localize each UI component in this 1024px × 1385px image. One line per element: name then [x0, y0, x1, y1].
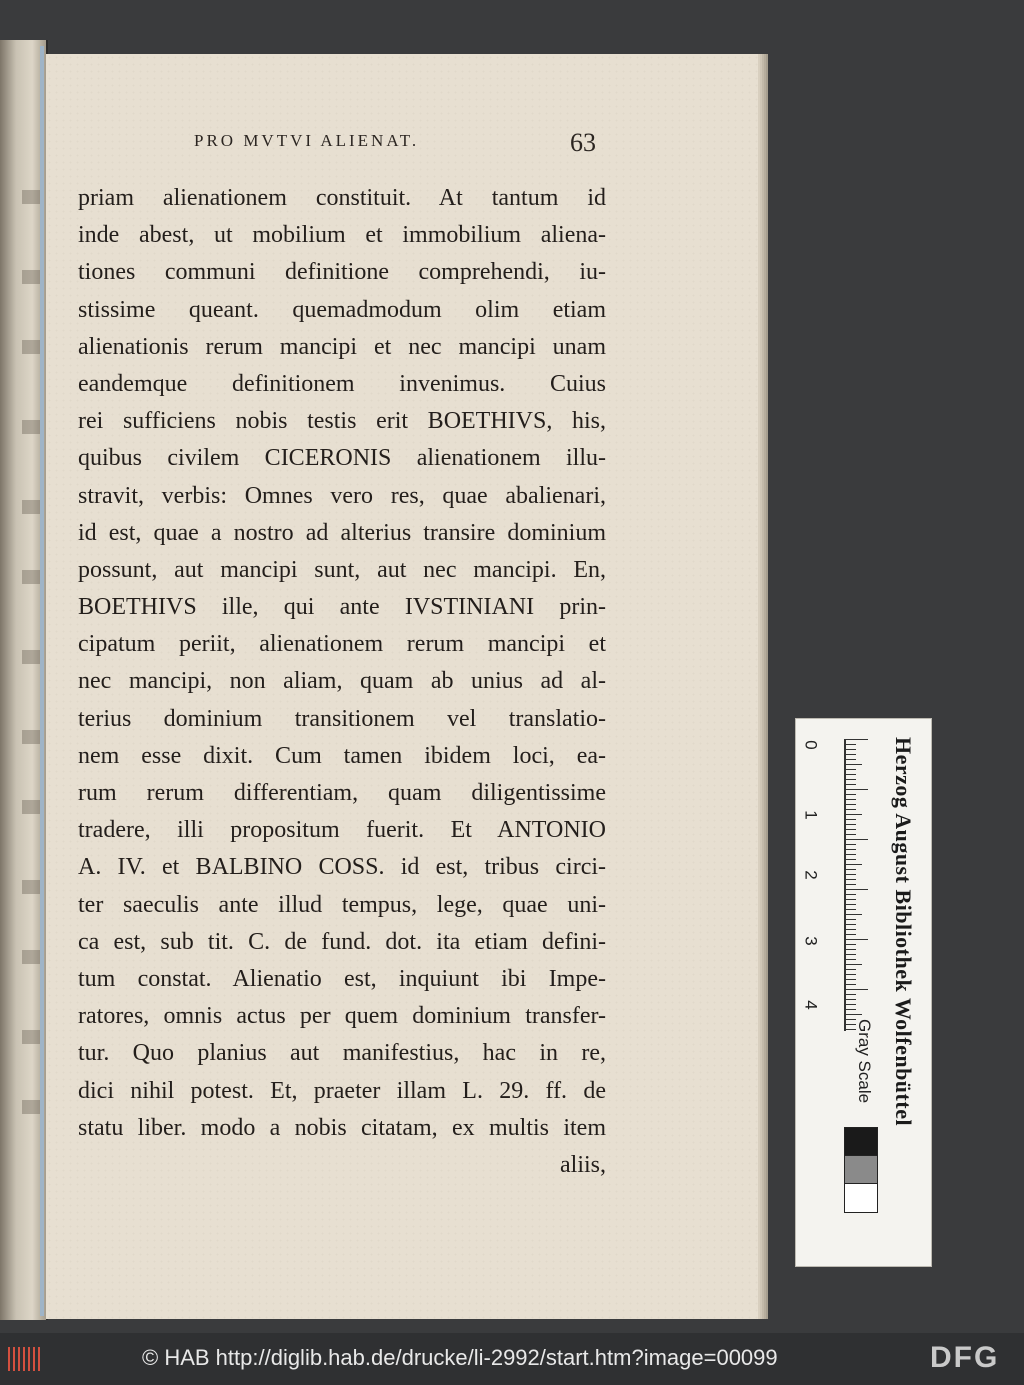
ruler-tick — [846, 804, 856, 805]
ruler-tick — [846, 844, 856, 845]
ruler-tick — [846, 884, 856, 885]
gray-swatch-mid — [844, 1155, 878, 1185]
ruler-tick — [846, 899, 856, 900]
body-text — [78, 180, 606, 1184]
text-line: rum rerum differentiam, quam diligentissime — [78, 780, 606, 806]
ruler-tick — [846, 839, 868, 840]
ruler-tick — [846, 859, 856, 860]
ruler-tick — [846, 779, 856, 780]
ruler-tick — [846, 819, 856, 820]
ruler-tick — [846, 744, 856, 745]
ruler-tick — [846, 1004, 856, 1005]
text-line: quibus civilem CICERONIS alienationem illu- — [78, 445, 606, 472]
text-line: statu liber. modo a nobis citatam, ex multis item — [78, 1114, 606, 1141]
ruler-tick — [846, 949, 856, 950]
text-line: terius dominium transitionem vel translatio- — [78, 705, 606, 732]
library-name: Herzog August Bibliothek Wolfenbüttel — [891, 737, 916, 1127]
text-line: dici nihil potest. Et, praeter illam L. 29. ff. de — [78, 1077, 606, 1104]
ruler-tick — [846, 934, 856, 935]
ruler-tick — [846, 769, 856, 770]
ruler-tick — [846, 924, 856, 925]
text-line: tur. Quo planius aut manifestius, hac in re, — [78, 1040, 606, 1067]
ruler-tick — [846, 959, 856, 960]
gray-swatch-white — [844, 1183, 878, 1213]
ruler-tick — [846, 794, 856, 795]
text-line: ratores, omnis actus per quem dominium transfer- — [78, 1003, 606, 1030]
ruler-tick — [846, 1009, 856, 1010]
hab-barcode-icon — [8, 1347, 42, 1371]
ruler-tick — [846, 874, 856, 875]
text-line: ca est, sub tit. C. de fund. dot. ita etiam defini- — [78, 928, 606, 955]
ruler-tick — [846, 904, 856, 905]
ruler-tick — [846, 989, 868, 990]
ruler-tick — [846, 894, 856, 895]
ruler-tick — [846, 979, 856, 980]
ruler-tick — [846, 739, 868, 740]
ruler-tick — [846, 879, 856, 880]
ruler-tick — [846, 849, 856, 850]
copyright-link[interactable]: © HAB http://diglib.hab.de/drucke/li-2992/start.htm?image=00099 — [142, 1345, 778, 1370]
scale-number: 1 — [801, 810, 821, 820]
ruler-tick — [846, 964, 862, 965]
text-line: tradere, illi propositum fuerit. Et ANTONIO — [78, 817, 606, 844]
ruler-tick — [846, 749, 856, 750]
ruler-tick — [846, 994, 856, 995]
text-line: rei sufficiens nobis testis erit BOETHIVS, his, — [78, 408, 606, 435]
text-line: stissime queant. quemadmodum olim etiam — [78, 296, 606, 323]
ruler-tick — [846, 764, 862, 765]
ruler-tick — [846, 834, 856, 835]
ruler-tick — [846, 999, 856, 1000]
ruler-tick — [846, 799, 856, 800]
ruler-tick — [846, 809, 856, 810]
ruler-tick — [846, 914, 862, 915]
text-line: nec mancipi, non aliam, quam ab unius ad al- — [78, 668, 606, 695]
ruler-tick — [846, 864, 862, 865]
scale-number: 3 — [801, 936, 821, 946]
ruler-tick — [846, 814, 862, 815]
gray-scale-label: Gray Scale — [855, 1019, 874, 1104]
ruler-tick — [846, 789, 868, 790]
ruler-tick — [846, 969, 856, 970]
ruler-tick — [846, 944, 856, 945]
dfg-logo: DFG — [930, 1341, 1000, 1374]
footer-bar — [0, 1333, 1024, 1385]
scale-ruler-card — [795, 718, 932, 1267]
ruler-tick — [846, 774, 856, 775]
text-line: id est, quae a nostro ad alterius transire dominium — [78, 519, 606, 546]
text-line: inde abest, ut mobilium et immobilium aliena- — [78, 222, 606, 249]
page-edge-highlight — [40, 46, 44, 1316]
text-line: cipatum periit, alienationem rerum mancipi et — [78, 631, 606, 658]
page-number: 63 — [570, 128, 596, 157]
text-line: priam alienationem constituit. At tantum id — [78, 185, 606, 211]
text-line: eandemque definitionem invenimus. Cuius — [78, 370, 606, 397]
text-line: A. IV. et BALBINO COSS. id est, tribus circi- — [78, 854, 606, 881]
ruler-tick — [846, 889, 868, 890]
text-line: tum constat. Alienatio est, inquiunt ibi Impe- — [78, 965, 606, 992]
text-line: tiones communi definitione comprehendi, iu- — [78, 259, 606, 286]
catchword: aliis, — [560, 1151, 606, 1178]
ruler-tick — [846, 974, 856, 975]
ruler-tick — [846, 854, 856, 855]
scale-number: 4 — [801, 1000, 821, 1010]
ruler-scale-bar — [844, 739, 846, 1031]
scale-number: 2 — [801, 870, 821, 880]
ruler-tick — [846, 909, 856, 910]
text-line: stravit, verbis: Omnes vero res, quae abalienari, — [78, 482, 606, 509]
ruler-tick — [846, 939, 868, 940]
ruler-tick — [846, 1014, 862, 1015]
ruler-tick — [846, 919, 856, 920]
ruler-tick — [846, 954, 856, 955]
running-head: PRO MVTVI ALIENAT. — [194, 131, 420, 150]
ruler-tick — [846, 984, 856, 985]
ruler-tick — [846, 869, 856, 870]
gray-swatch-black — [844, 1127, 878, 1157]
text-line: nem esse dixit. Cum tamen ibidem loci, ea- — [78, 742, 606, 769]
text-line: BOETHIVS ille, qui ante IVSTINIANI prin- — [78, 594, 606, 621]
text-line: possunt, aut mancipi sunt, aut nec mancipi. En, — [78, 556, 606, 583]
ruler-tick — [846, 824, 856, 825]
ruler-tick — [846, 829, 856, 830]
scale-number: 0 — [801, 740, 821, 750]
text-line: ter saeculis ante illud tempus, lege, quae uni- — [78, 891, 606, 918]
ruler-tick — [846, 784, 856, 785]
ruler-tick — [846, 759, 856, 760]
ruler-tick — [846, 754, 856, 755]
text-line: alienationis rerum mancipi et nec mancipi unam — [78, 333, 606, 360]
ruler-tick — [846, 929, 856, 930]
